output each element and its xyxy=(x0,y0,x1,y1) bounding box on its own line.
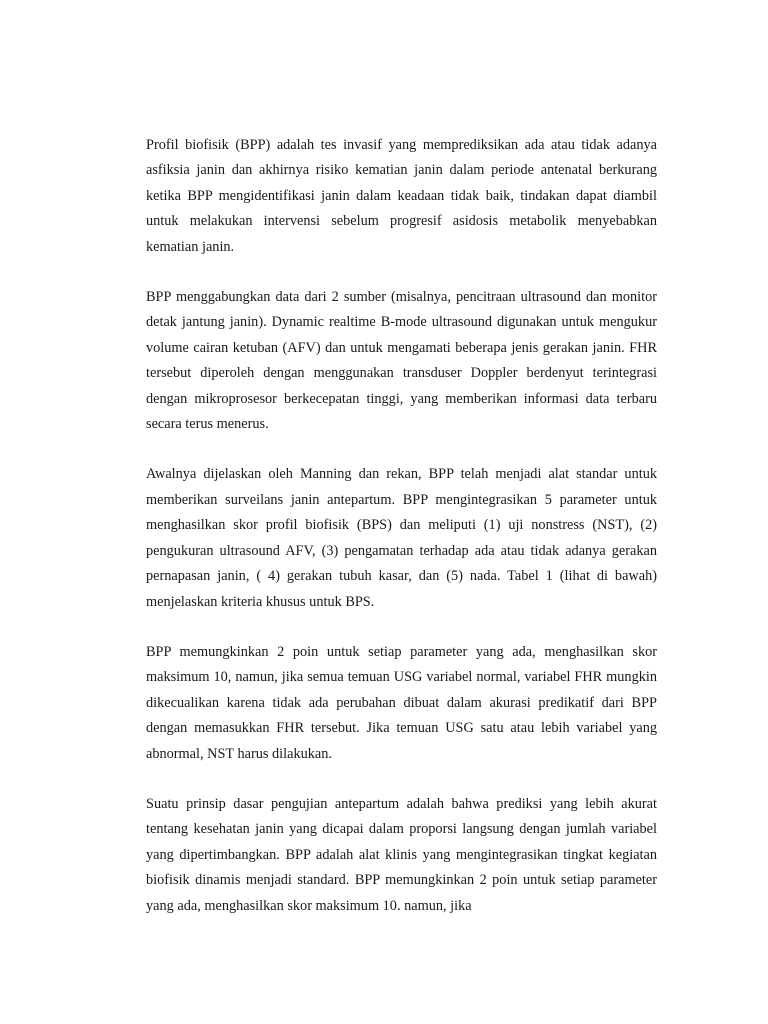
paragraph-bpp-definition: Profil biofisik (BPP) adalah tes invasif yang memprediksikan ada atau tidak adanya asfiksia janin dan akhirnya risiko kematian janin dalam periode antenatal berkurang ketika BPP mengidentifikasi janin dalam keadaan tidak baik, tindakan dapat diambil untuk melakukan intervensi sebelum progresif asidosis metabolik menyebabkan kematian janin. xyxy=(146,137,657,255)
paragraph-antepartum-principle: Suatu prinsip dasar pengujian antepartum adalah bahwa prediksi yang lebih akurat tentang kesehatan janin yang dicapai dalam proporsi langsung dengan jumlah variabel yang dipertimbangkan. BPP adalah alat klinis yang mengintegrasikan tingkat kegiatan biofisik dinamis menjadi standard. BPP memungkinkan 2 poin untuk setiap parameter yang ada, menghasilkan skor maksimum 10. namun, jika xyxy=(146,795,657,914)
paragraph-bpp-data-sources: BPP menggabungkan data dari 2 sumber (misalnya, pencitraan ultrasound dan monitor detak jantung janin). Dynamic realtime B-mode ultrasound digunakan untuk mengukur volume cairan ketuban (AFV) dan untuk mengamati beberapa jenis gerakan janin. FHR tersebut diperoleh dengan menggunakan transduser Doppler berdenyut terintegrasi dengan mikroprosesor berkecepatan tinggi, yang memberikan informasi data terbaru secara terus menerus. xyxy=(146,289,657,433)
paragraph-bpp-history: Awalnya dijelaskan oleh Manning dan rekan, BPP telah menjadi alat standar untuk memberikan surveilans janin antepartum. BPP mengintegrasikan 5 parameter untuk menghasilkan skor profil biofisik (BPS) dan meliputi (1) uji nonstress (NST), (2) pengukuran ultrasound AFV, (3) pengamatan terhadap ada atau tidak adanya gerakan pernapasan janin, ( 4) gerakan tubuh kasar, dan (5) nada. Tabel 1 (lihat di bawah) menjelaskan kriteria khusus untuk BPS. xyxy=(146,466,657,610)
document-body xyxy=(146,133,657,944)
paragraph-bpp-scoring: BPP memungkinkan 2 poin untuk setiap parameter yang ada, menghasilkan skor maksimum 10, namun, jika semua temuan USG variabel normal, variabel FHR mungkin dikecualikan karena tidak ada perubahan dibuat dalam akurasi predikatif dari BPP dengan memasukkan FHR tersebut. Jika temuan USG satu atau lebih variabel yang abnormal, NST harus dilakukan. xyxy=(146,643,657,762)
